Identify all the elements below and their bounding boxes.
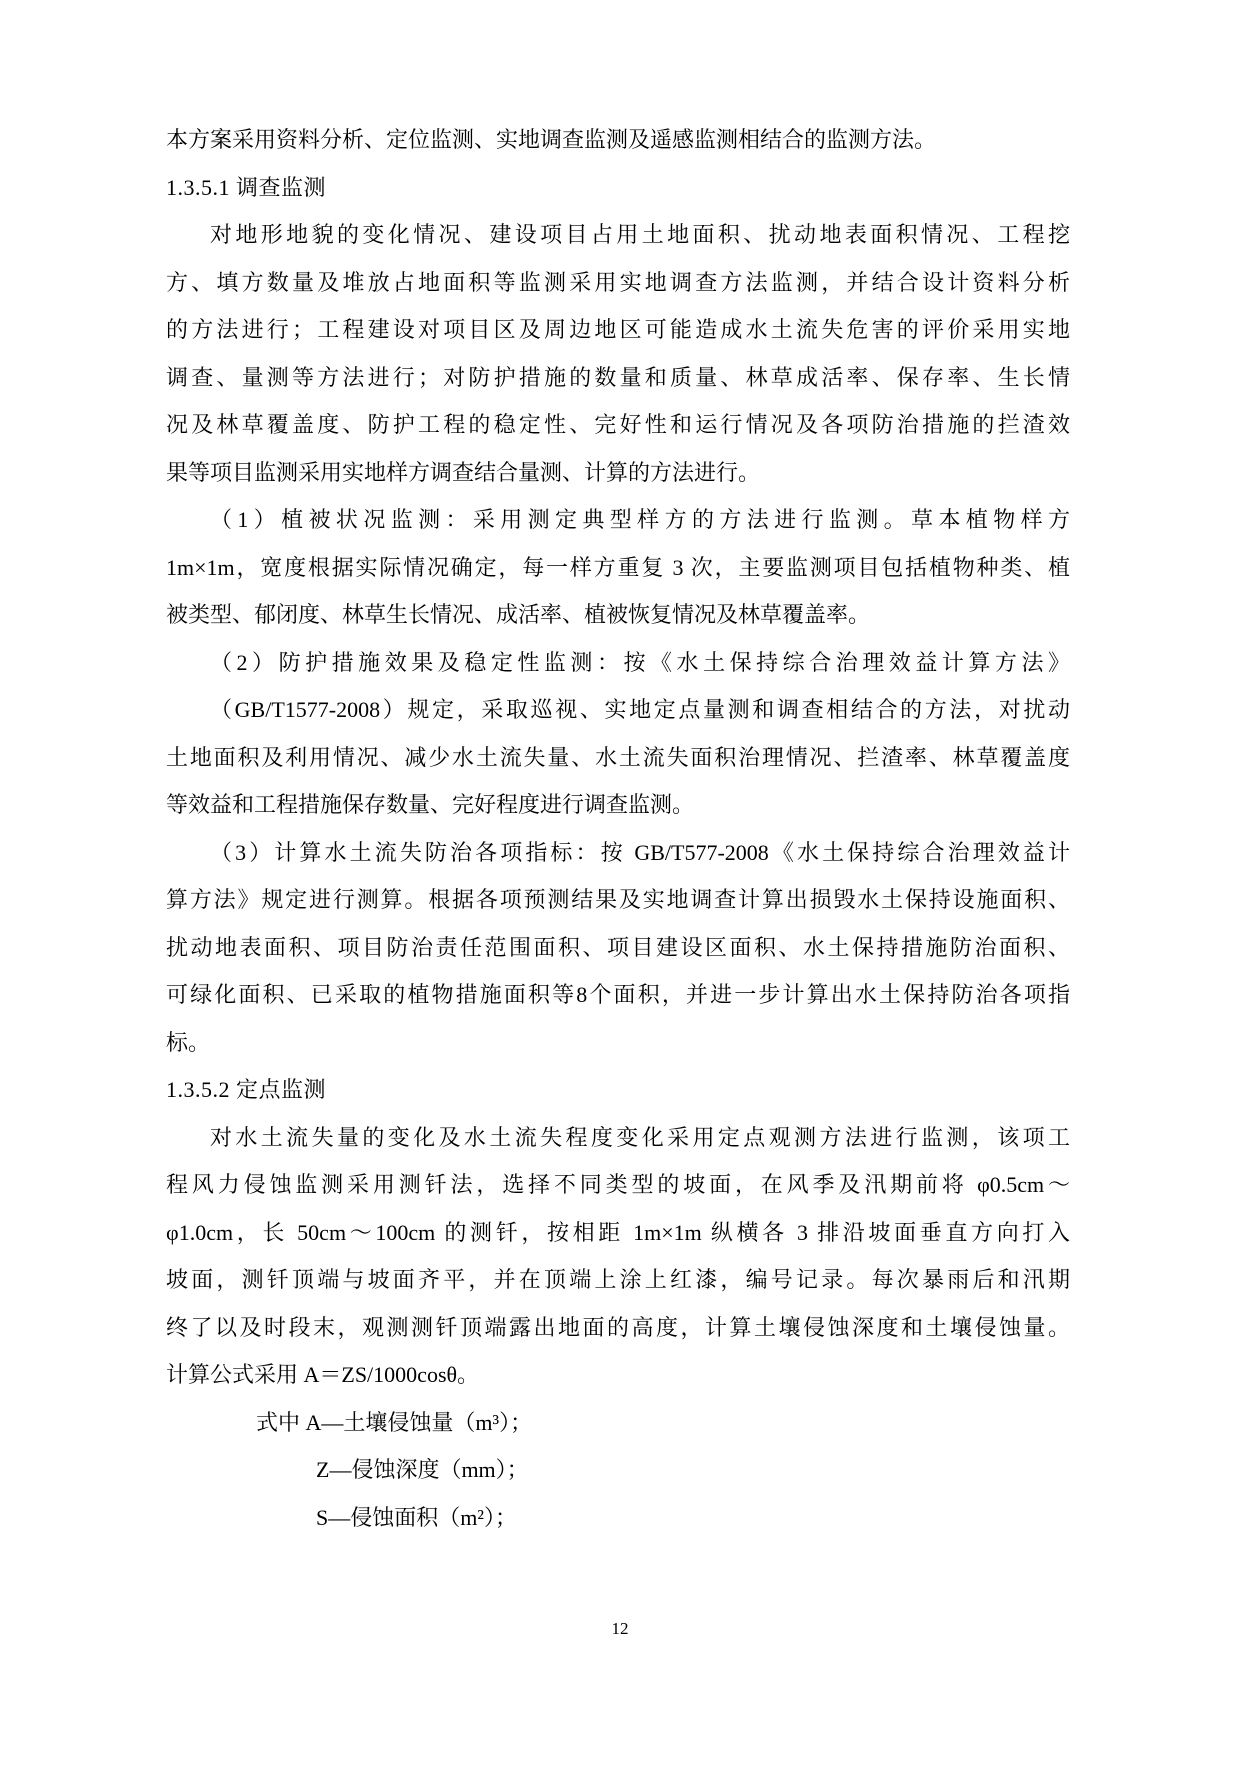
paragraph-line: 终了以及时段末，观测测钎顶端露出地面的高度，计算土壤侵蚀深度和土壤侵蚀量。 (166, 1314, 1070, 1340)
paragraph-line: 对地形地貌的变化情况、建设项目占用土地面积、扰动地表面积情况、工程挖 (210, 222, 1070, 247)
paragraph-line: 标。 (166, 1029, 211, 1055)
paragraph-line: 果等项目监测采用实地样方调查结合量测、计算的方法进行。 (166, 459, 761, 485)
formula-term-a-line: 式中 A—土壤侵蚀量（m³）； (256, 1409, 533, 1435)
page-number: 12 (611, 1619, 629, 1638)
paragraph-line: φ1.0cm，长 50cm～100cm 的测钎，按相距 1m×1m 纵横各 3 排沿坡面垂直方向打入 (166, 1219, 1070, 1245)
list-item-1-line: （1）植被状况监测：采用测定典型样方的方法进行监测。草本植物样方 (210, 507, 1070, 532)
paragraph-line: 被类型、郁闭度、林草生长情况、成活率、植被恢复情况及林草覆盖率。 (166, 602, 871, 627)
paragraph-line: 调查、量测等方法进行；对防护措施的数量和质量、林草成活率、保存率、生长情 (166, 364, 1070, 390)
text-block (166, 116, 1070, 1541)
list-item-3-line: （3）计算水土流失防治各项指标：按 GB/T577-2008《水土保持综合治理效益计 (210, 839, 1070, 865)
paragraph-line: 方、填方数量及堆放占地面积等监测采用实地调查方法监测，并结合设计资料分析 (166, 269, 1070, 295)
paragraph-line: 况及林草覆盖度、防护工程的稳定性、完好性和运行情况及各项防治措施的拦渣效 (166, 412, 1070, 437)
paragraph-line: 本方案采用资料分析、定位监测、实地调查监测及遥感监测相结合的监测方法。 (166, 127, 937, 152)
formula-term-s-line: S—侵蚀面积（m²）； (316, 1504, 517, 1530)
formula-line: 计算公式采用 A＝ZS/1000cosθ。 (166, 1362, 480, 1387)
formula-term-z-line: Z—侵蚀深度（mm）； (316, 1457, 529, 1482)
paragraph-line: 土地面积及利用情况、减少水土流失量、水土流失面积治理情况、拦渣率、林草覆盖度 (166, 744, 1070, 770)
paragraph-line: 1m×1m，宽度根据实际情况确定，每一样方重复 3 次，主要监测项目包括植物种类、植 (166, 554, 1070, 580)
paragraph-line: 对水土流失量的变化及水土流失程度变化采用定点观测方法进行监测，该项工 (210, 1124, 1070, 1150)
paragraph-line: 坡面，测钎顶端与坡面齐平，并在顶端上涂上红漆，编号记录。每次暴雨后和汛期 (166, 1267, 1070, 1292)
paragraph-line: （GB/T1577-2008）规定，采取巡视、实地定点量测和调查相结合的方法，对扰动 (210, 697, 1070, 722)
paragraph-line: 扰动地表面积、项目防治责任范围面积、项目建设区面积、水土保持措施防治面积、 (166, 934, 1070, 960)
section-heading-1-3-5-2: 1.3.5.2 定点监测 (166, 1077, 327, 1102)
paragraph-line: 等效益和工程措施保存数量、完好程度进行调查监测。 (166, 792, 695, 817)
paragraph-line: 算方法》规定进行测算。根据各项预测结果及实地调查计算出损毁水土保持设施面积、 (166, 887, 1070, 912)
paragraph-line: 程风力侵蚀监测采用测钎法，选择不同类型的坡面，在风季及汛期前将 φ0.5cm～ (166, 1172, 1070, 1197)
paragraph-line: 可绿化面积、已采取的植物措施面积等8个面积，并进一步计算出水土保持防治各项指 (166, 982, 1070, 1007)
list-item-2-line: （2）防护措施效果及稳定性监测：按《水土保持综合治理效益计算方法》 (210, 649, 1070, 675)
section-heading-1-3-5-1: 1.3.5.1 调查监测 (166, 174, 327, 200)
paragraph-line: 的方法进行；工程建设对项目区及周边地区可能造成水土流失危害的评价采用实地 (166, 317, 1070, 342)
